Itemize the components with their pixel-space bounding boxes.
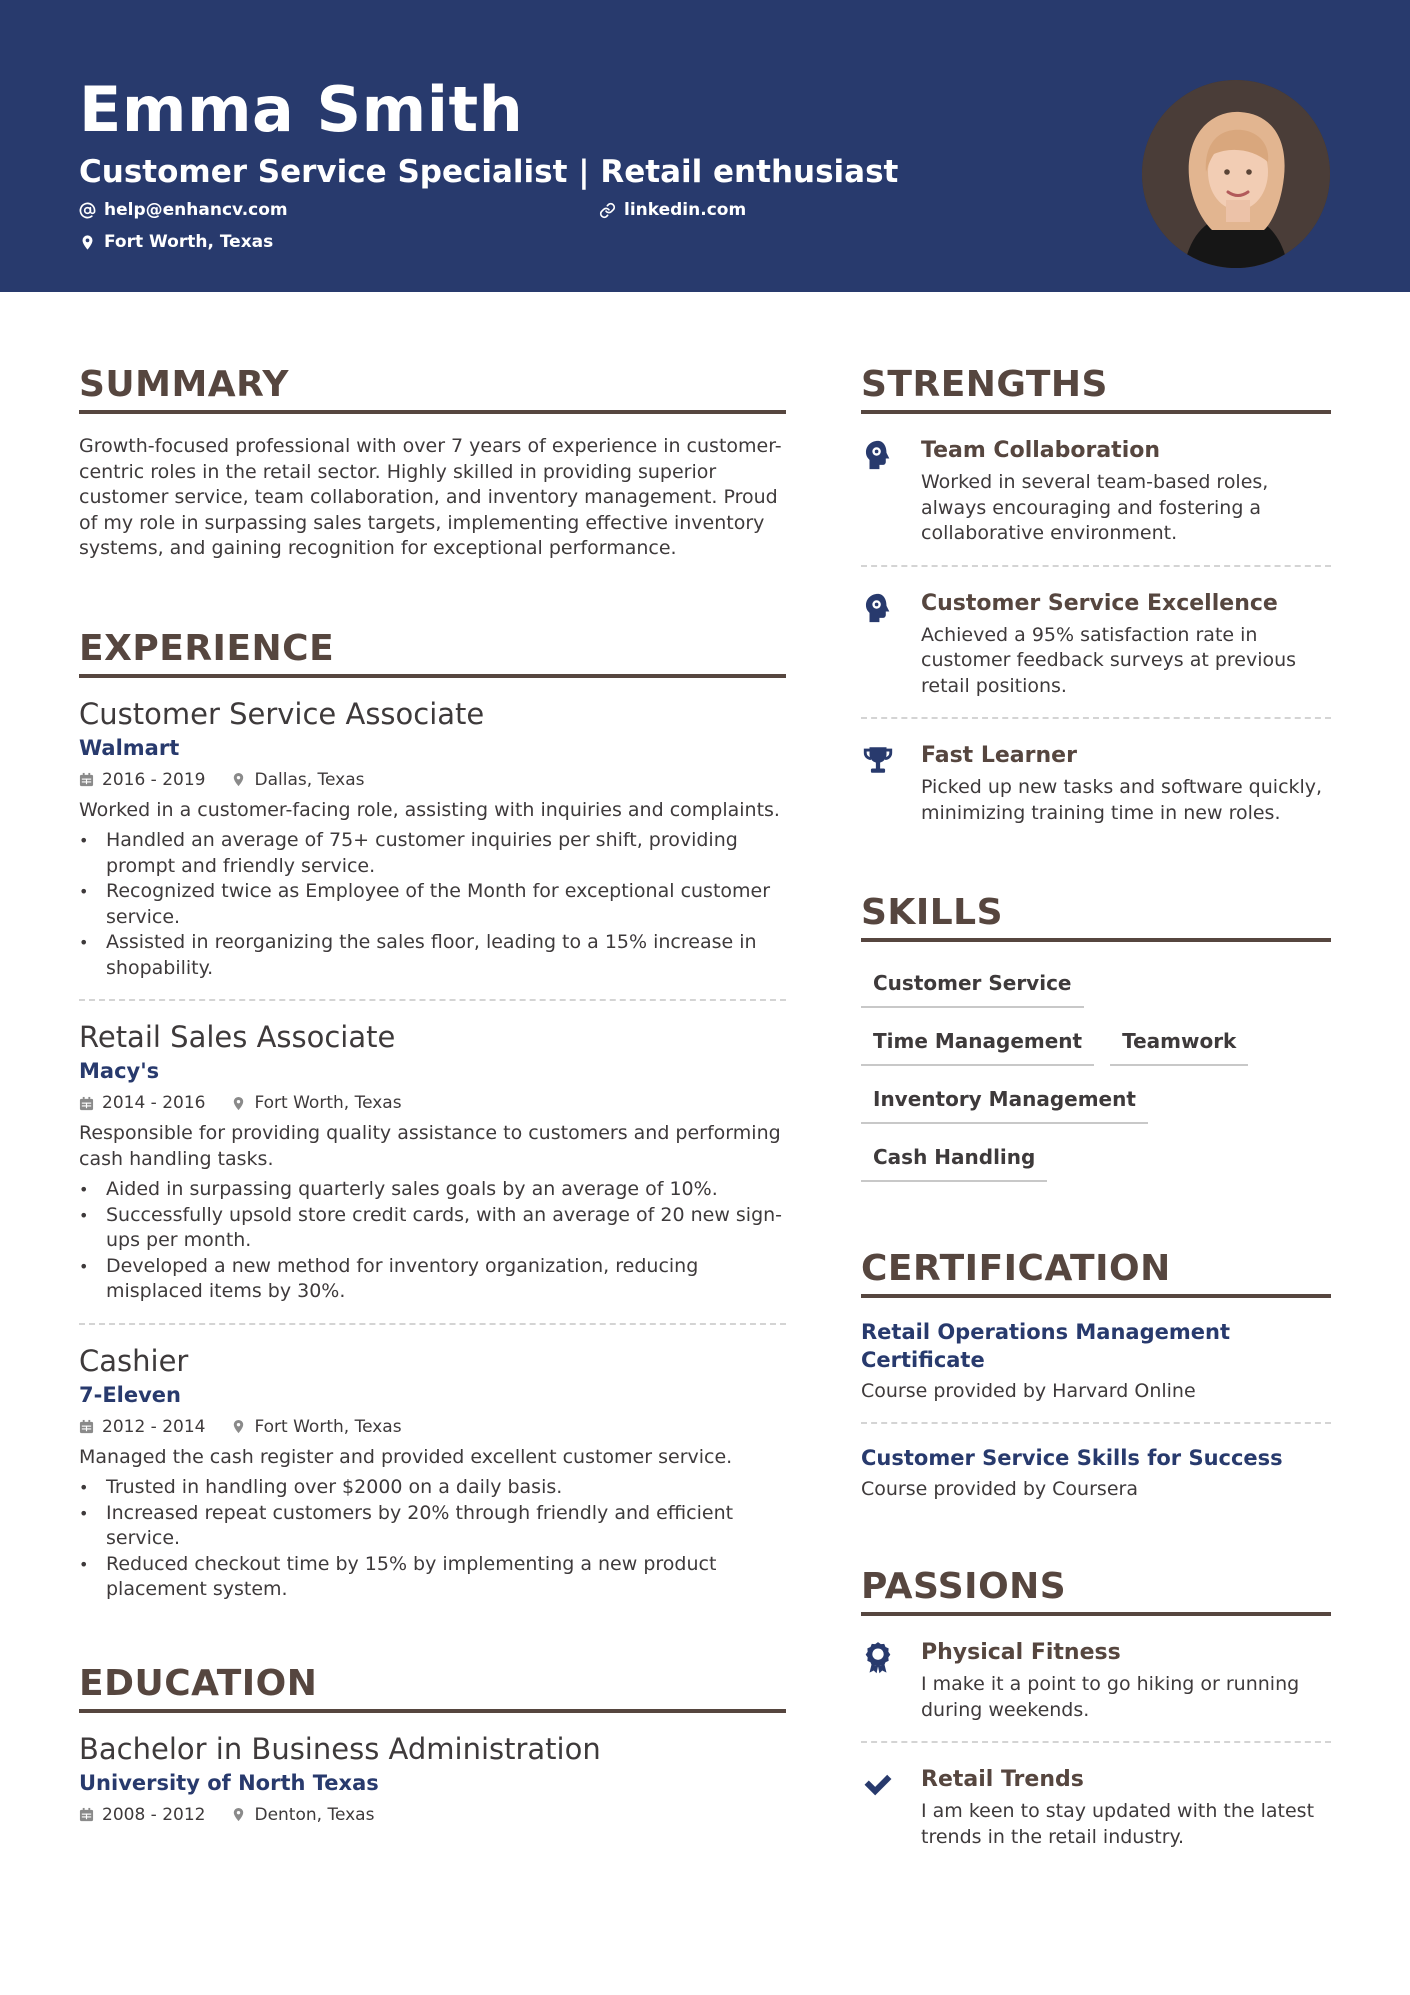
education-section [79,1661,786,1845]
education-meta [79,1803,786,1827]
degree-title: Bachelor in Business Administration [79,1731,601,1766]
resume-header [0,0,1410,292]
job-meta [79,1091,786,1115]
job-location [231,1091,401,1115]
job-description: Managed the cash register and provided excellent customer service. [79,1445,733,1468]
right-column [861,362,1331,1868]
strength-item [861,719,1331,844]
passion-title: Retail Trends [921,1767,1084,1792]
strength-description: Picked up new tasks and software quickly, minimizing training time in new roles. [921,776,1323,824]
education-dates-text: 2008 - 2012 [102,1804,206,1825]
job-company: Macy's [79,1059,160,1083]
strength-icon-wrap [861,436,921,547]
certification-heading: CERTIFICATION [861,1246,1331,1298]
job-dates-text: 2016 - 2019 [102,769,206,790]
job-title: Customer Service Associate [79,696,485,731]
job-company: 7-Eleven [79,1382,181,1407]
experience-heading: EXPERIENCE [79,626,786,678]
job-location-text: Fort Worth, Texas [254,1093,402,1113]
passion-description: I make it a point to go hiking or running during weekends. [921,1673,1300,1721]
education-dates [79,1803,205,1827]
strength-item [861,414,1331,567]
passion-description: I am keen to stay updated with the latest trends in the retail industry. [921,1800,1315,1848]
job-bullets [79,828,786,981]
job-location-text: Dallas, Texas [254,769,365,790]
strength-description: Achieved a 95% satisfaction rate in customer feedback surveys at previous retail positions. [921,623,1297,697]
job-dates [79,1415,205,1439]
calendar-icon [79,1419,94,1434]
certification-description: Course provided by Harvard Online [861,1380,1196,1402]
job-bullets [79,1177,786,1305]
calendar-icon [79,1096,94,1111]
location-pin-icon [231,772,246,787]
education-entry [79,1713,786,1845]
school-name: University of North Texas [79,1770,379,1795]
skill-tag: Time Management [861,1018,1094,1066]
email-text: help@enhancv.com [104,200,288,220]
location-pin-icon [231,1807,246,1822]
job-bullet: • Recognized twice as Employee of the Month for exceptional customer service. [79,879,786,930]
job-dates-text: 2014 - 2016 [102,1093,206,1113]
experience-entry [79,1325,786,1621]
location-text: Fort Worth, Texas [104,232,274,252]
skills-section [861,890,1331,1192]
certification-description: Course provided by Coursera [861,1478,1138,1500]
job-bullet: • Increased repeat customers by 20% through friendly and efficient service. [79,1501,786,1552]
job-bullet: • Aided in surpassing quarterly sales goals by an average of 10%. [79,1177,786,1203]
passion-icon-wrap [861,1765,921,1850]
contact-email[interactable] [79,199,288,221]
summary-section [79,362,786,562]
job-bullet: • Developed a new method for inventory organization, reducing misplaced items by 30%. [79,1254,786,1305]
job-location [231,768,364,792]
calendar-icon [79,772,94,787]
passion-item [861,1743,1331,1868]
job-meta [79,1415,786,1439]
strength-icon-wrap [861,589,921,700]
summary-heading: SUMMARY [79,362,786,414]
contact-location [79,231,273,253]
job-dates [79,768,205,792]
job-bullet: • Successfully upsold store credit cards, with an average of 20 new sign-ups per month. [79,1203,786,1254]
skill-tag: Cash Handling [861,1134,1047,1182]
job-description: Responsible for providing quality assistance to customers and performing cash handling tasks. [79,1122,781,1170]
candidate-headline: Customer Service Specialist | Retail enthusiast [79,154,899,190]
link-icon [599,202,616,219]
job-bullet: • Handled an average of 75+ customer inquiries per shift, providing prompt and friendly service. [79,828,786,879]
skill-tag: Inventory Management [861,1076,1148,1124]
calendar-icon [79,1807,94,1822]
experience-section [79,626,786,1621]
job-dates-text: 2012 - 2014 [102,1416,206,1437]
summary-text: Growth-focused professional with over 7 years of experience in customer-centric roles in the retail sector. Highly skilled in providing superior customer service, team collaboration, and inventory management. Proud of my role in surpassing sales targets, implementing effective inventory systems, and gaining recognition for exceptional performance. [79,435,782,559]
experience-entry [79,678,786,1002]
medal-icon [861,1640,895,1674]
profile-photo [1142,80,1330,268]
skill-tag: Teamwork [1110,1018,1248,1066]
job-bullet: • Trusted in handling over $2000 on a daily basis. [79,1475,786,1501]
job-bullets [79,1475,786,1603]
experience-entry [79,1001,786,1325]
strength-title: Fast Learner [921,743,1077,768]
job-title: Retail Sales Associate [79,1020,396,1054]
education-heading: EDUCATION [79,1661,786,1713]
passions-section [861,1564,1331,1868]
linkedin-text: linkedin.com [624,200,747,220]
strength-item [861,567,1331,720]
certification-title: Retail Operations Management Certificate [861,1320,1230,1372]
job-title: Cashier [79,1343,189,1378]
location-pin-icon [231,1096,246,1111]
contact-linkedin[interactable] [599,199,746,221]
job-company: Walmart [79,735,180,760]
certification-section [861,1246,1331,1520]
certification-item [861,1298,1331,1424]
head-icon [861,591,895,625]
left-column [79,362,786,1845]
job-description: Worked in a customer-facing role, assisting with inquiries and complaints. [79,798,780,821]
strength-description: Worked in several team-based roles, always encouraging and fostering a collaborative environment. [921,471,1269,544]
head-icon [861,438,895,472]
strength-title: Team Collaboration [921,438,1161,463]
job-bullet: • Reduced checkout time by 15% by implementing a new product placement system. [79,1552,786,1603]
candidate-name: Emma Smith [79,73,524,146]
passion-icon-wrap [861,1638,921,1723]
strengths-heading: STRENGTHS [861,362,1331,414]
strength-icon-wrap [861,741,921,826]
skill-tag: Customer Service [861,960,1084,1008]
passions-heading: PASSIONS [861,1564,1331,1616]
location-pin-icon [79,234,96,251]
education-location-text: Denton, Texas [254,1804,375,1825]
job-meta [79,768,786,792]
strengths-section [861,362,1331,844]
skills-list [861,960,1331,1192]
portrait-illustration [1142,80,1330,268]
passion-item [861,1616,1331,1743]
strength-title: Customer Service Excellence [921,590,1278,616]
trophy-icon [861,743,895,777]
skills-heading: SKILLS [861,890,1331,942]
job-location-text: Fort Worth, Texas [254,1416,402,1437]
job-dates [79,1091,205,1115]
job-location [231,1415,401,1439]
job-bullet: • Assisted in reorganizing the sales floor, leading to a 15% increase in shopability. [79,930,786,981]
passion-title: Physical Fitness [921,1640,1121,1665]
location-pin-icon [231,1419,246,1434]
checkmark-icon [861,1767,895,1801]
education-location [231,1803,374,1827]
certification-item [861,1424,1331,1520]
at-sign-icon [79,202,96,219]
certification-title: Customer Service Skills for Success [861,1446,1283,1470]
